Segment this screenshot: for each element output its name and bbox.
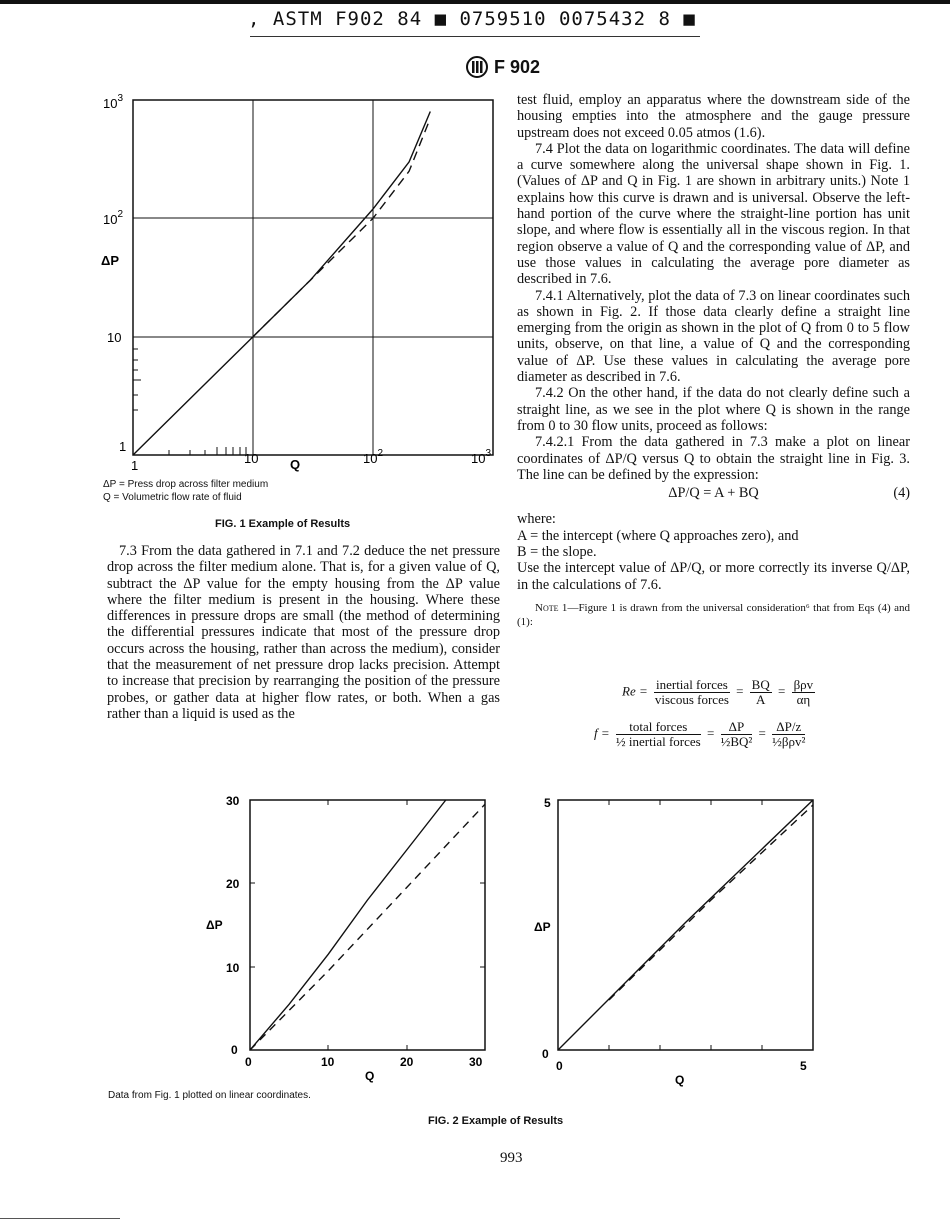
fig1-xtick-1000: $10^3$ (471, 448, 492, 466)
fig1-solid-series (133, 112, 430, 456)
note-1 (517, 601, 910, 629)
top-border (0, 0, 950, 4)
formula-friction: f = $\frac{\text{total forces}}{\text{½ inertial forces}}$ = $\frac{\Delta P}{\text{½BQ²}}$ = $\frac{\Delta P/z}{\text{½βρv²}}$ (594, 719, 806, 749)
fig1-ylabel: ΔP (101, 253, 120, 268)
definition: B = the slope. (517, 544, 597, 561)
fig2-right-ytick: 0 (542, 1047, 549, 1061)
legend-entry: ΔP = Press drop across filter medium (103, 479, 269, 490)
paragraph: Use the intercept value of ΔP/Q, or more correctly its inverse Q/ΔP, in the calculations of 7.6. (517, 560, 910, 593)
equation-4 (517, 485, 910, 501)
fig2-left-xlabel: Q (365, 1069, 375, 1083)
fig1-xlabel: Q (290, 457, 301, 472)
fig2-right-solid-series (558, 800, 813, 1050)
fig2-left-x-tick-labels (245, 1055, 483, 1069)
fig2-left-dashed-series (250, 804, 485, 1050)
fig2-left-frame (250, 800, 485, 1050)
equation-text: ΔP/Q = A + BQ (668, 485, 759, 502)
fig2-left-ytick: 20 (226, 877, 240, 891)
fig1-xtick-1: 1 (131, 458, 139, 473)
standard-designation (466, 56, 540, 78)
fig2-left-xtick: 10 (321, 1055, 335, 1069)
fig1-x-tick-labels (131, 448, 491, 473)
note-label: Note 1 (535, 601, 568, 614)
fig1-y-tick-labels (103, 93, 126, 454)
definition: A = the intercept (where Q approaches zero), and (517, 527, 799, 544)
fig2-right-ylabel: ΔP (534, 920, 551, 934)
footer-rule (0, 1218, 120, 1219)
paragraph: test fluid, employ an apparatus where the downstream side of the housing empties into the atmosphere and the gauge pressure upstream does not exceed 0.05 atmos (1.6). (517, 92, 910, 141)
fig2-left-ytick: 0 (231, 1043, 238, 1057)
fig2-left-ticks (250, 800, 485, 1050)
fig1-ytick-100: $10^2$ (103, 209, 124, 227)
fig1-ytick-1000: $10^3$ (103, 93, 124, 111)
fig2-right-xlabel: Q (675, 1073, 685, 1087)
fig1-legend (103, 478, 268, 504)
paragraph: where: (517, 511, 556, 528)
fig2-left-xtick: 20 (400, 1055, 414, 1069)
fig2-right-x-tick-labels (556, 1059, 807, 1073)
header-rule (250, 36, 700, 37)
fig1-dashed-series (253, 118, 430, 336)
fig2-left-ytick: 10 (226, 961, 240, 975)
paragraph: 7.4 Plot the data on logarithmic coordinates. The data will define a curve somewhere along the universal shape shown in Fig. 1. (Values of ΔP and Q in Fig. 1 are shown in arbitrary units.) Note 1 explains how this curve is drawn and is universal. Observe the left-hand portion of the curve where the straight-line portion has unit slope, and where flow is essentially all in the viscous region. In that region observe a value of Q and the corresponding value of ΔP, and use those values in calculating the average pore diameter as described in 7.6. (517, 140, 910, 288)
fig1-chart (95, 88, 505, 473)
left-column (107, 543, 500, 722)
fig2-right-ytick: 5 (544, 796, 551, 810)
paragraph: 7.3 From the data gathered in 7.1 and 7.2 deduce the net pressure drop across the filter medium alone. That is, for a given value of Q, subtract the ΔP value for the empty housing from the ΔP value where the filter medium is present in the housing. Where these differences in pressure drops are small (the method of determining the differential pressures indicate that most of the pressure drop occurs across the housing, rather than across the medium), consider that the measurement of net pressure drop lacks precision. Attempt to increase that precision by rearranging the position of the pressure probes, or gather data at higher flow rates, or both. When a gas rather than a liquid is used as the (107, 543, 500, 722)
fig2-left-y-tick-labels (226, 794, 240, 1057)
paragraph: 7.4.1 Alternatively, plot the data of 7.3 on linear coordinates such as shown in Fig. 2. If those data clearly define a straight line emerging from the origin as shown in the plot of Q from 0 to 5 flow units, observe, on that line, a value of Q and the corresponding value of ΔP. Use these values in calculating the average pore diameter as described in 7.6. (517, 287, 910, 386)
note-text: —Figure 1 is drawn from the universal consideration⁶ that from Eqs (4) and (1): (517, 601, 910, 628)
fig2-right-dashed-series (609, 805, 813, 1000)
fig2-note: Data from Fig. 1 plotted on linear coordinates. (108, 1090, 311, 1101)
fig2-caption: FIG. 2 Example of Results (428, 1115, 564, 1127)
fig1-ytick-10: 10 (107, 330, 122, 345)
equation-number: (4) (893, 485, 910, 502)
fig1-ytick-1: 1 (119, 439, 127, 454)
paragraph: 7.4.2.1 From the data gathered in 7.3 make a plot on linear coordinates of ΔP/Q versus Q to obtain the straight line in Fig. 3. The line can be defined by the expression: (517, 434, 910, 483)
fig2-right-chart (530, 788, 830, 1088)
fig2-left-xtick: 30 (469, 1055, 483, 1069)
document-code: , ASTM F902 84 ■ 0759510 0075432 8 ■ (248, 8, 696, 30)
fig2-right-xtick: 5 (800, 1059, 807, 1073)
legend-entry: Q = Volumetric flow rate of fluid (103, 492, 242, 503)
paragraph: 7.4.2 On the other hand, if the data do not clearly define such a straight line, as we see in the plot where Q is shown in the range from 0 to 30 flow units, proceed as follows: (517, 385, 910, 434)
fig2-right-xtick: 0 (556, 1059, 563, 1073)
formula-reynolds: Re = $\frac{\text{inertial forces}}{\text{viscous forces}}$ = $\frac{BQ}{A}$ = $\frac{\text{βρv}}{\alpha\eta}$ (622, 677, 814, 707)
fig1-caption: FIG. 1 Example of Results (215, 518, 351, 530)
fig1-xtick-10: 10 (244, 451, 259, 466)
fig2-left-solid-series (250, 800, 446, 1050)
page-number: 993 (500, 1150, 523, 1166)
fig1-xtick-100: $10^2$ (363, 448, 384, 466)
fig2-left-ylabel: ΔP (206, 918, 223, 932)
fig2-left-ytick: 30 (226, 794, 240, 808)
fig2-left-chart (195, 788, 505, 1088)
astm-logo-icon (466, 56, 488, 78)
standard-number: F 902 (494, 56, 541, 77)
fig2-left-xtick: 0 (245, 1055, 252, 1069)
fig2-right-ticks (609, 800, 762, 1050)
right-column (517, 92, 910, 629)
